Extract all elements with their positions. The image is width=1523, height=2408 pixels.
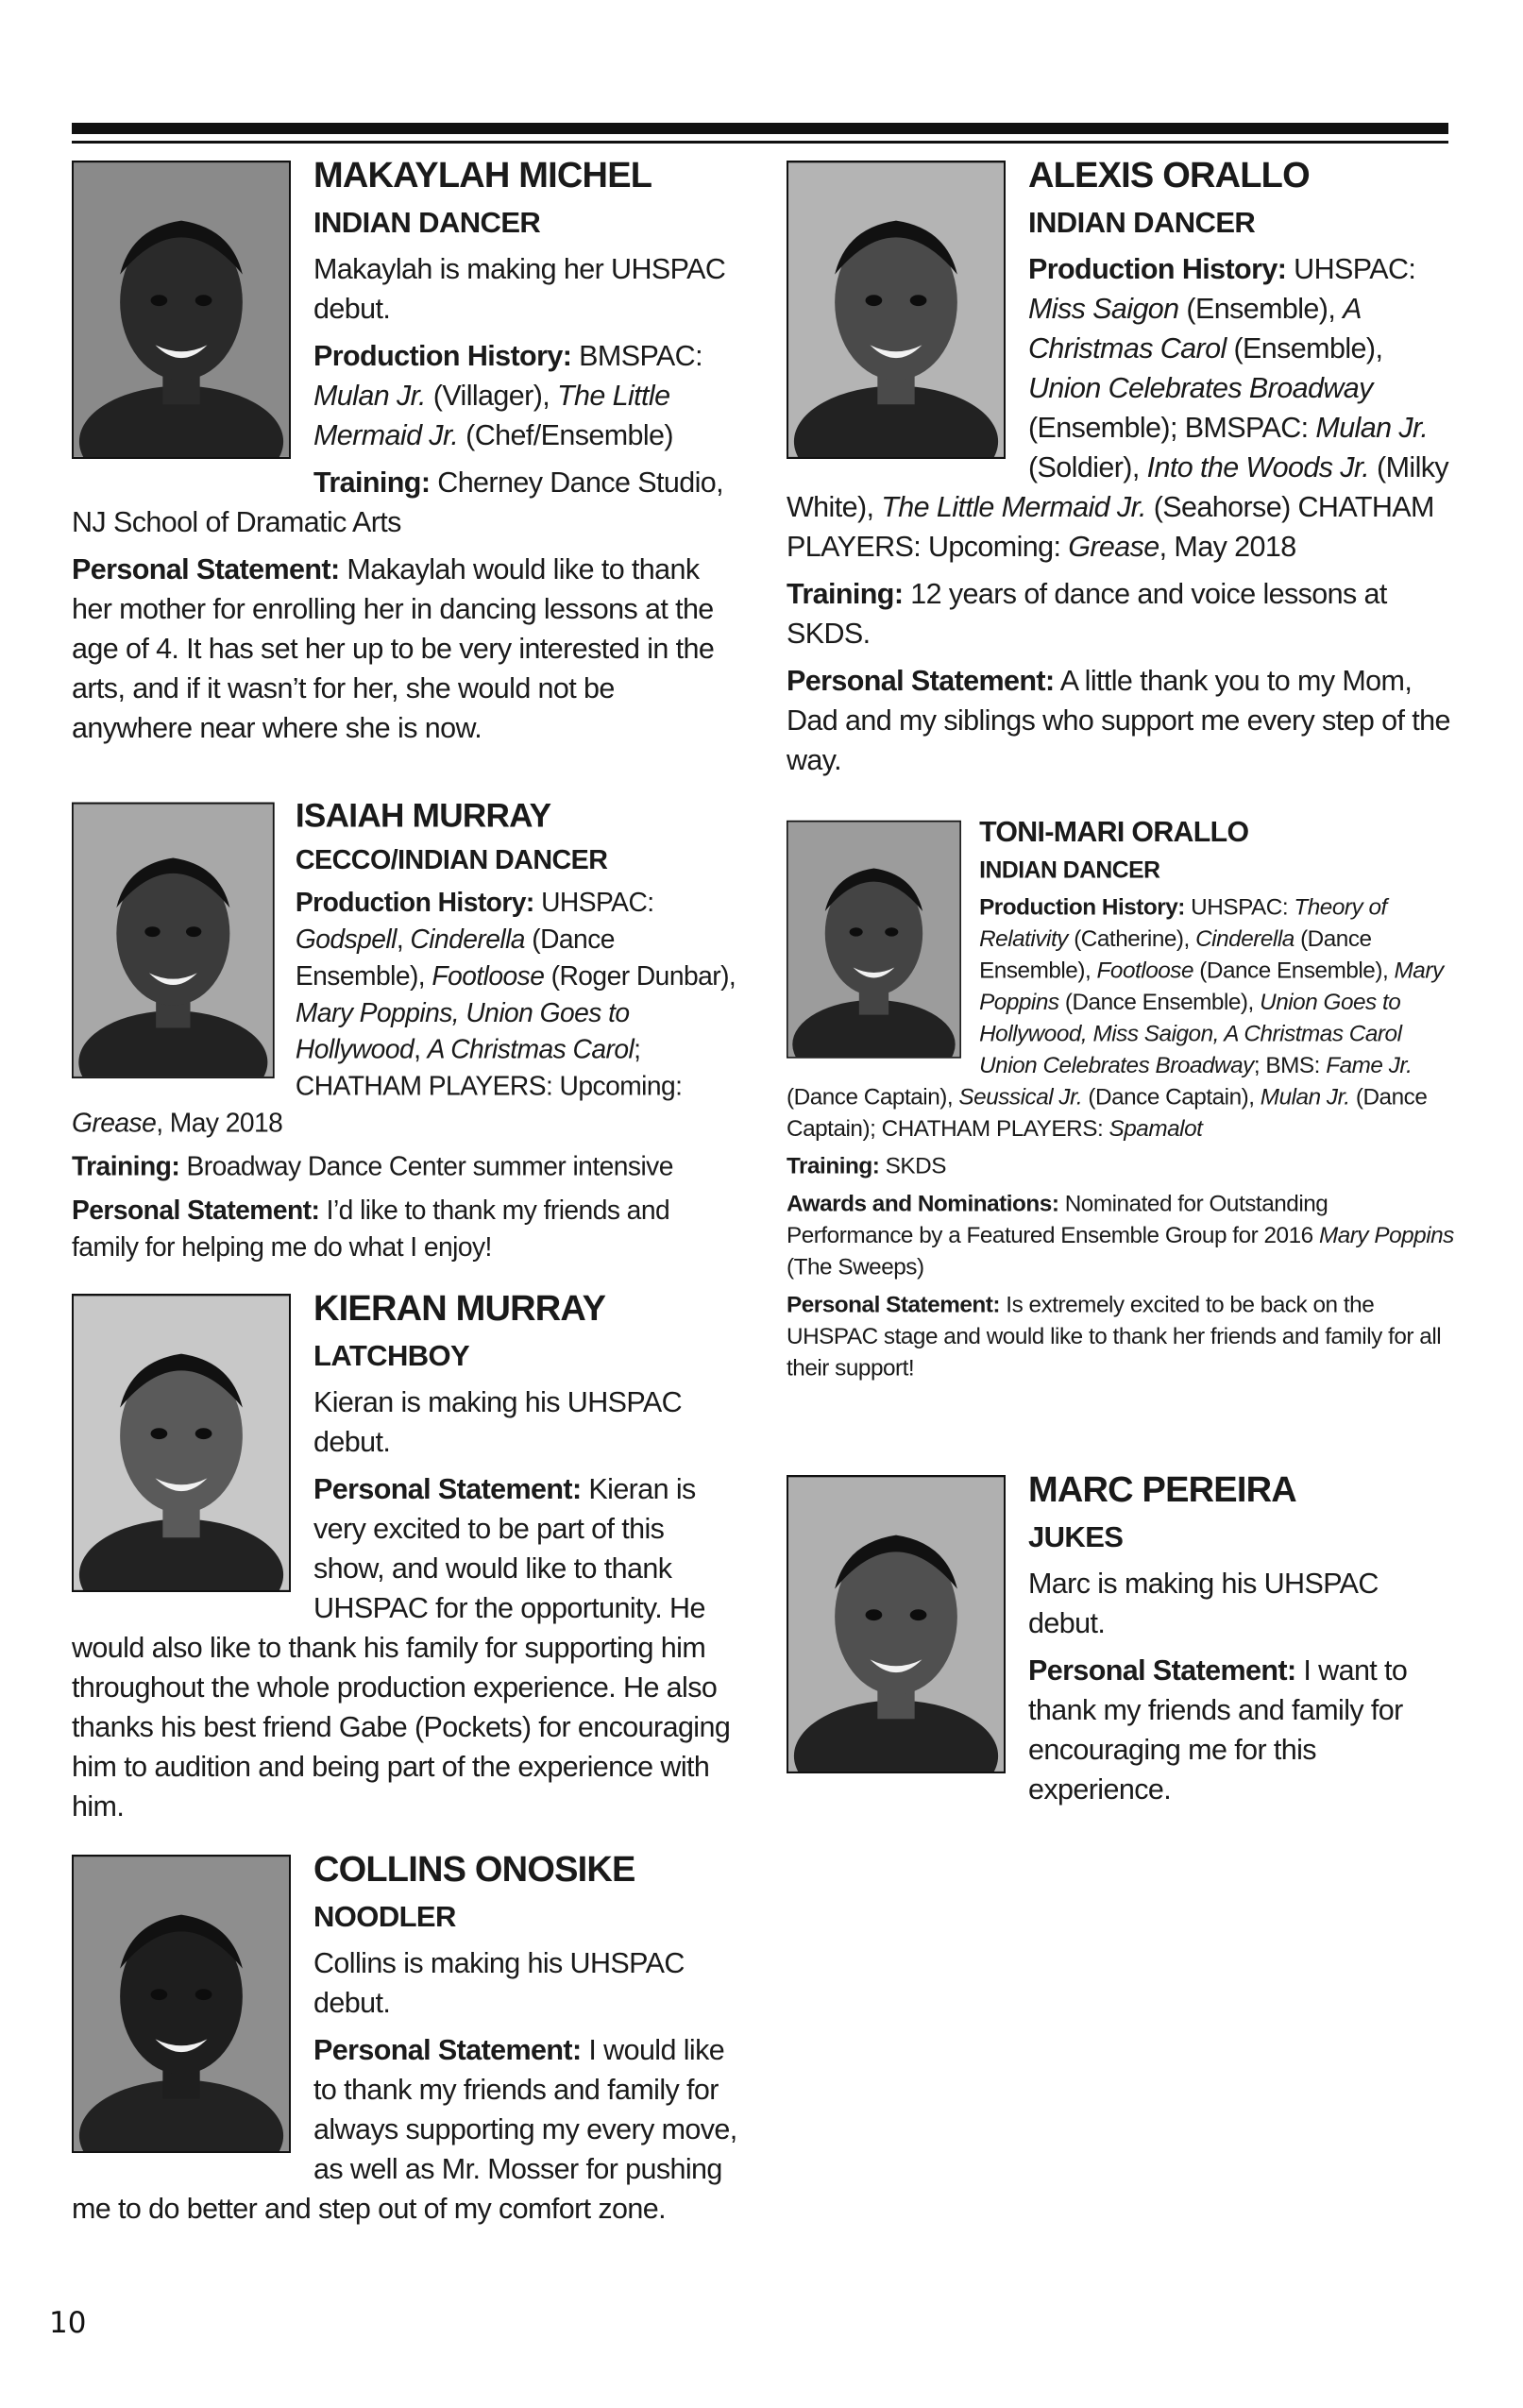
bio-alexis-orallo — [787, 155, 1457, 780]
debut-note: Makaylah is making her UHSPAC debut. — [313, 253, 726, 325]
cast-role: INDIAN DANCER — [1028, 206, 1256, 239]
bio-kieran-murray — [72, 1288, 742, 1826]
text-segment: (Soldier), — [1028, 451, 1147, 483]
cast-role: CECCO/INDIAN DANCER — [295, 843, 608, 875]
debut-note: Kieran is making his UHSPAC debut. — [313, 1386, 683, 1458]
text-segment: (Roger Dunbar), — [544, 960, 736, 992]
text-segment: (Seahorse) CHATHAM PLAYERS: Upcoming: — [787, 491, 1434, 563]
personal-statement-text: I’d like to thank my friends and family for helping me do what I enjoy! — [72, 1195, 670, 1263]
training — [787, 574, 1457, 653]
cast-role: LATCHBOY — [313, 1339, 470, 1372]
text-segment: (Dance Ensemble), — [1058, 989, 1261, 1015]
personal-statement-label: Personal Statement: — [313, 2034, 582, 2066]
text-segment: (Catherine), — [1067, 925, 1196, 952]
personal-statement — [72, 1192, 742, 1265]
text-segment: ; BMS: — [1253, 1052, 1327, 1078]
text-segment: Mulan Jr. — [313, 380, 426, 412]
text-segment: , — [414, 1034, 428, 1065]
cast-name: ISAIAH MURRAY — [295, 797, 551, 835]
text-segment: A Christmas Carol — [1028, 293, 1361, 365]
training — [72, 463, 742, 542]
personal-statement-text: Kieran is very excited to be part of this show, and would like to thank UHSPAC for the opportunity. He would also like to thank his family for supporting him throughout the whole production experience. He also thanks his best friend Gabe (Pockets) for encouraging him to audition and being part of the experience with him. — [72, 1473, 731, 1823]
text-segment: (Ensemble), — [1178, 293, 1344, 325]
headshot-photo — [787, 821, 961, 1059]
cast-name: MAKAYLAH MICHEL — [313, 156, 652, 195]
portrait-photo — [788, 822, 960, 1057]
cast-name: KIERAN MURRAY — [313, 1289, 606, 1329]
training — [72, 1148, 742, 1185]
personal-statement-label: Personal Statement: — [313, 1473, 582, 1505]
portrait-photo — [74, 162, 289, 457]
headshot-photo — [72, 1294, 291, 1592]
text-segment: (Dance Ensemble), — [295, 924, 615, 992]
text-segment: Footloose — [432, 960, 545, 992]
headshot-photo — [72, 161, 291, 459]
text-segment: (Milky White), — [787, 451, 1449, 523]
text-segment: Fame Jr. — [1326, 1052, 1413, 1078]
text-segment: (Dance Captain); CHATHAM PLAYERS: — [787, 1083, 1428, 1142]
text-segment: , May 2018 — [1159, 531, 1296, 563]
training-label: Training: — [787, 578, 904, 610]
text-segment: UHSPAC: — [1184, 893, 1295, 921]
text-segment: (Ensemble); BMSPAC: — [1028, 412, 1316, 444]
text-segment: Mary Poppins — [1318, 1222, 1454, 1248]
text-segment: (Dance Ensemble), — [1193, 957, 1395, 983]
text-segment: Footloose — [1096, 957, 1194, 983]
text-segment: Mary Poppins — [979, 957, 1444, 1015]
training-label: Training: — [72, 1151, 180, 1182]
text-segment: (Dance Captain), — [1082, 1083, 1261, 1110]
text-segment: (Dance Captain), — [787, 1083, 959, 1110]
personal-statement — [787, 661, 1457, 780]
cast-name: ALEXIS ORALLO — [1028, 156, 1310, 195]
personal-statement-label: Personal Statement: — [1028, 1654, 1296, 1687]
cast-role: NOODLER — [313, 1900, 456, 1933]
headshot-photo — [72, 1855, 291, 2153]
portrait-photo — [74, 804, 273, 1077]
training-text: Broadway Dance Center summer intensive — [179, 1151, 673, 1182]
training-text: Cherney Dance Studio, NJ School of Dramatic Arts — [72, 466, 724, 538]
portrait-photo — [74, 1857, 289, 2151]
bio-marc-pereira — [787, 1469, 1457, 1809]
headshot-photo — [787, 161, 1006, 459]
cast-name: TONI-MARI ORALLO — [979, 816, 1249, 849]
text-segment: (The Sweeps) — [787, 1253, 924, 1280]
personal-statement-text: I want to thank my friends and family for encouraging me for this experience. — [1028, 1654, 1408, 1806]
text-segment: Miss Saigon — [1028, 293, 1179, 325]
production-history-label: Production History: — [1028, 253, 1287, 285]
debut-note: Collins is making his UHSPAC debut. — [313, 1947, 685, 2019]
production-history-label: Production History: — [295, 888, 534, 918]
text-segment: Mulan Jr. — [1315, 412, 1429, 444]
cast-role: INDIAN DANCER — [979, 856, 1160, 883]
text-segment: (Chef/Ensemble) — [458, 419, 673, 451]
text-segment: (Villager), — [425, 380, 558, 412]
cast-role: JUKES — [1028, 1520, 1124, 1553]
training — [787, 1150, 1457, 1181]
cast-role: INDIAN DANCER — [313, 206, 541, 239]
awards-nominations — [787, 1188, 1457, 1282]
text-segment: Union Goes to Hollywood, Miss Saigon, A Christmas Carol Union Celebrates Broadway — [979, 989, 1402, 1078]
text-segment: Seussical Jr. — [958, 1083, 1083, 1110]
training-label: Training: — [787, 1153, 880, 1179]
training-text: 12 years of dance and voice lessons at SKDS. — [787, 578, 1387, 650]
header-rule-thin — [72, 141, 1448, 144]
text-segment: Mulan Jr. — [1260, 1083, 1350, 1110]
portrait-photo — [788, 1477, 1004, 1772]
debut-note: Marc is making his UHSPAC debut. — [1028, 1568, 1379, 1639]
personal-statement-text: Makaylah would like to thank her mother for enrolling her in dancing lessons at the age of 4. It has set her up to be very interested in the arts, and if it wasn’t for her, she would not be anywhere near where she is now. — [72, 553, 715, 744]
training-label: Training: — [313, 466, 431, 499]
text-segment: A Christmas Carol — [427, 1034, 635, 1065]
text-segment: BMSPAC: — [571, 340, 702, 372]
personal-statement-label: Personal Statement: — [787, 1291, 1001, 1317]
bio-collins-onosike — [72, 1849, 742, 2229]
text-segment: Grease — [1068, 531, 1159, 563]
personal-statement-text: Is extremely excited to be back on the UHSPAC stage and would like to thank her friends and family for all their support! — [787, 1291, 1442, 1381]
personal-statement-label: Personal Statement: — [72, 553, 340, 585]
text-segment: Grease — [72, 1108, 157, 1138]
text-segment: Mary Poppins, Union Goes to Hollywood — [295, 997, 630, 1065]
bio-isaiah-murray — [72, 797, 742, 1265]
text-segment: (Ensemble), — [1226, 332, 1383, 365]
page-number: 10 — [49, 2306, 87, 2340]
portrait-photo — [788, 162, 1004, 457]
text-segment: The Little Mermaid Jr. — [313, 380, 670, 451]
cast-name: MARC PEREIRA — [1028, 1470, 1296, 1510]
text-segment: , May 2018 — [156, 1108, 283, 1138]
cast-name: COLLINS ONOSIKE — [313, 1850, 635, 1890]
training-text: SKDS — [879, 1153, 946, 1179]
text-segment: UHSPAC: — [1286, 253, 1416, 285]
header-rule-thick — [72, 123, 1448, 134]
portrait-photo — [74, 1296, 289, 1590]
text-segment: The Little Mermaid Jr. — [881, 491, 1146, 523]
headshot-photo — [787, 1475, 1006, 1773]
text-segment: Cinderella — [1195, 925, 1295, 952]
personal-statement — [72, 550, 742, 748]
headshot-photo — [72, 803, 275, 1078]
text-segment: Theory of Relativity — [979, 893, 1387, 952]
personal-statement-text: I would like to thank my friends and family for always supporting my every move, as well as Mr. Mosser for pushing me to do better and step out of my comfort zone. — [72, 2034, 737, 2225]
personal-statement-label: Personal Statement: — [72, 1195, 320, 1226]
production-history-label: Production History: — [313, 340, 572, 372]
text-segment: Union Celebrates Broadway — [1028, 372, 1373, 404]
text-segment: Into the Woods Jr. — [1146, 451, 1370, 483]
awards-label: Awards and Nominations: — [787, 1190, 1059, 1217]
production-history-label: Production History: — [979, 893, 1185, 921]
text-segment: Nominated for Outstanding Performance by a Featured Ensemble Group for 2016 — [787, 1190, 1328, 1248]
text-segment: Godspell — [295, 924, 397, 955]
text-segment: ; CHATHAM PLAYERS: Upcoming: — [295, 1034, 683, 1102]
text-segment: Cinderella — [410, 924, 525, 955]
personal-statement-text: A little thank you to my Mom, Dad and my siblings who support me every step of the way. — [787, 665, 1450, 776]
bio-makaylah-michel — [72, 155, 742, 748]
text-segment: UHSPAC: — [533, 888, 654, 918]
bio-toni-mari-orallo — [787, 816, 1457, 1383]
text-segment: Spamalot — [1108, 1115, 1203, 1142]
personal-statement — [787, 1289, 1457, 1383]
text-segment: , — [396, 924, 411, 955]
text-segment: (Dance Ensemble), — [979, 925, 1372, 983]
personal-statement-label: Personal Statement: — [787, 665, 1055, 697]
